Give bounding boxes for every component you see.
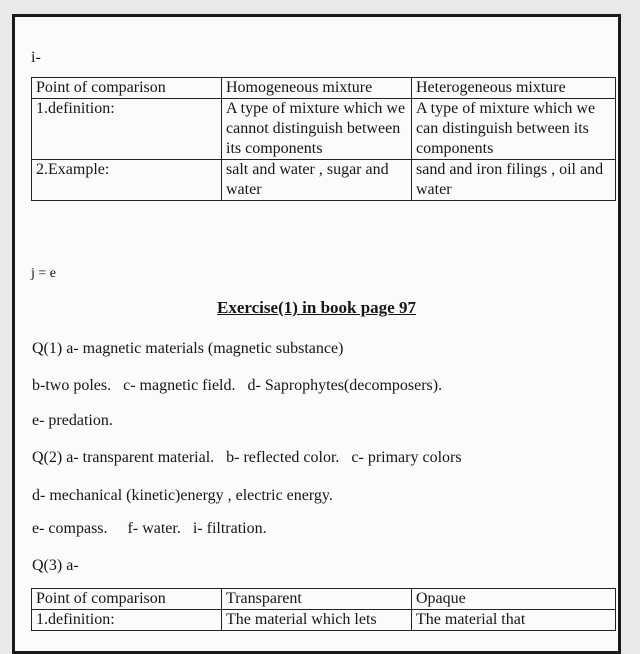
answer-line: e- compass. f- water. i- filtration. [32,520,267,537]
document-page [12,14,621,654]
table-cell: sand and iron filings , oil and water [412,160,616,201]
table-cell: A type of mixture which we cannot distinguish between its components [222,99,412,160]
table-cell: The material that [412,610,616,631]
table-header-cell: Point of comparison [32,589,222,610]
table-header-cell: Point of comparison [32,78,222,99]
mixture-comparison-table [31,77,616,201]
table-header-cell: Homogeneous mixture [222,78,412,99]
table-row [32,589,616,610]
table-cell: 1.definition: [32,610,222,631]
table-header-cell: Heterogeneous mixture [412,78,616,99]
table-cell: 2.Example: [32,160,222,201]
transparency-comparison-table [31,588,616,631]
table-row [32,99,616,160]
table-header-cell: Transparent [222,589,412,610]
table-row [32,610,616,631]
exercise-title: Exercise(1) in book page 97 [217,298,416,317]
table-row [32,78,616,99]
table-cell: 1.definition: [32,99,222,160]
table-cell: salt and water , sugar and water [222,160,412,201]
answer-line: Q(3) a- [32,557,79,574]
table-row [32,160,616,201]
table-cell: A type of mixture which we can distinguish between its components [412,99,616,160]
answer-line: e- predation. [32,412,113,429]
answer-line: Q(2) a- transparent material. b- reflected color. c- primary colors [32,449,462,466]
section-label-i: i- [31,49,41,66]
answer-j: j = e [31,266,56,281]
answer-line: b-two poles. c- magnetic field. d- Saprophytes(decomposers). [32,377,443,394]
answer-line: d- mechanical (kinetic)energy , electric energy. [32,487,333,504]
answer-line: Q(1) a- magnetic materials (magnetic substance) [32,340,344,357]
table-header-cell: Opaque [412,589,616,610]
table-cell: The material which lets [222,610,412,631]
